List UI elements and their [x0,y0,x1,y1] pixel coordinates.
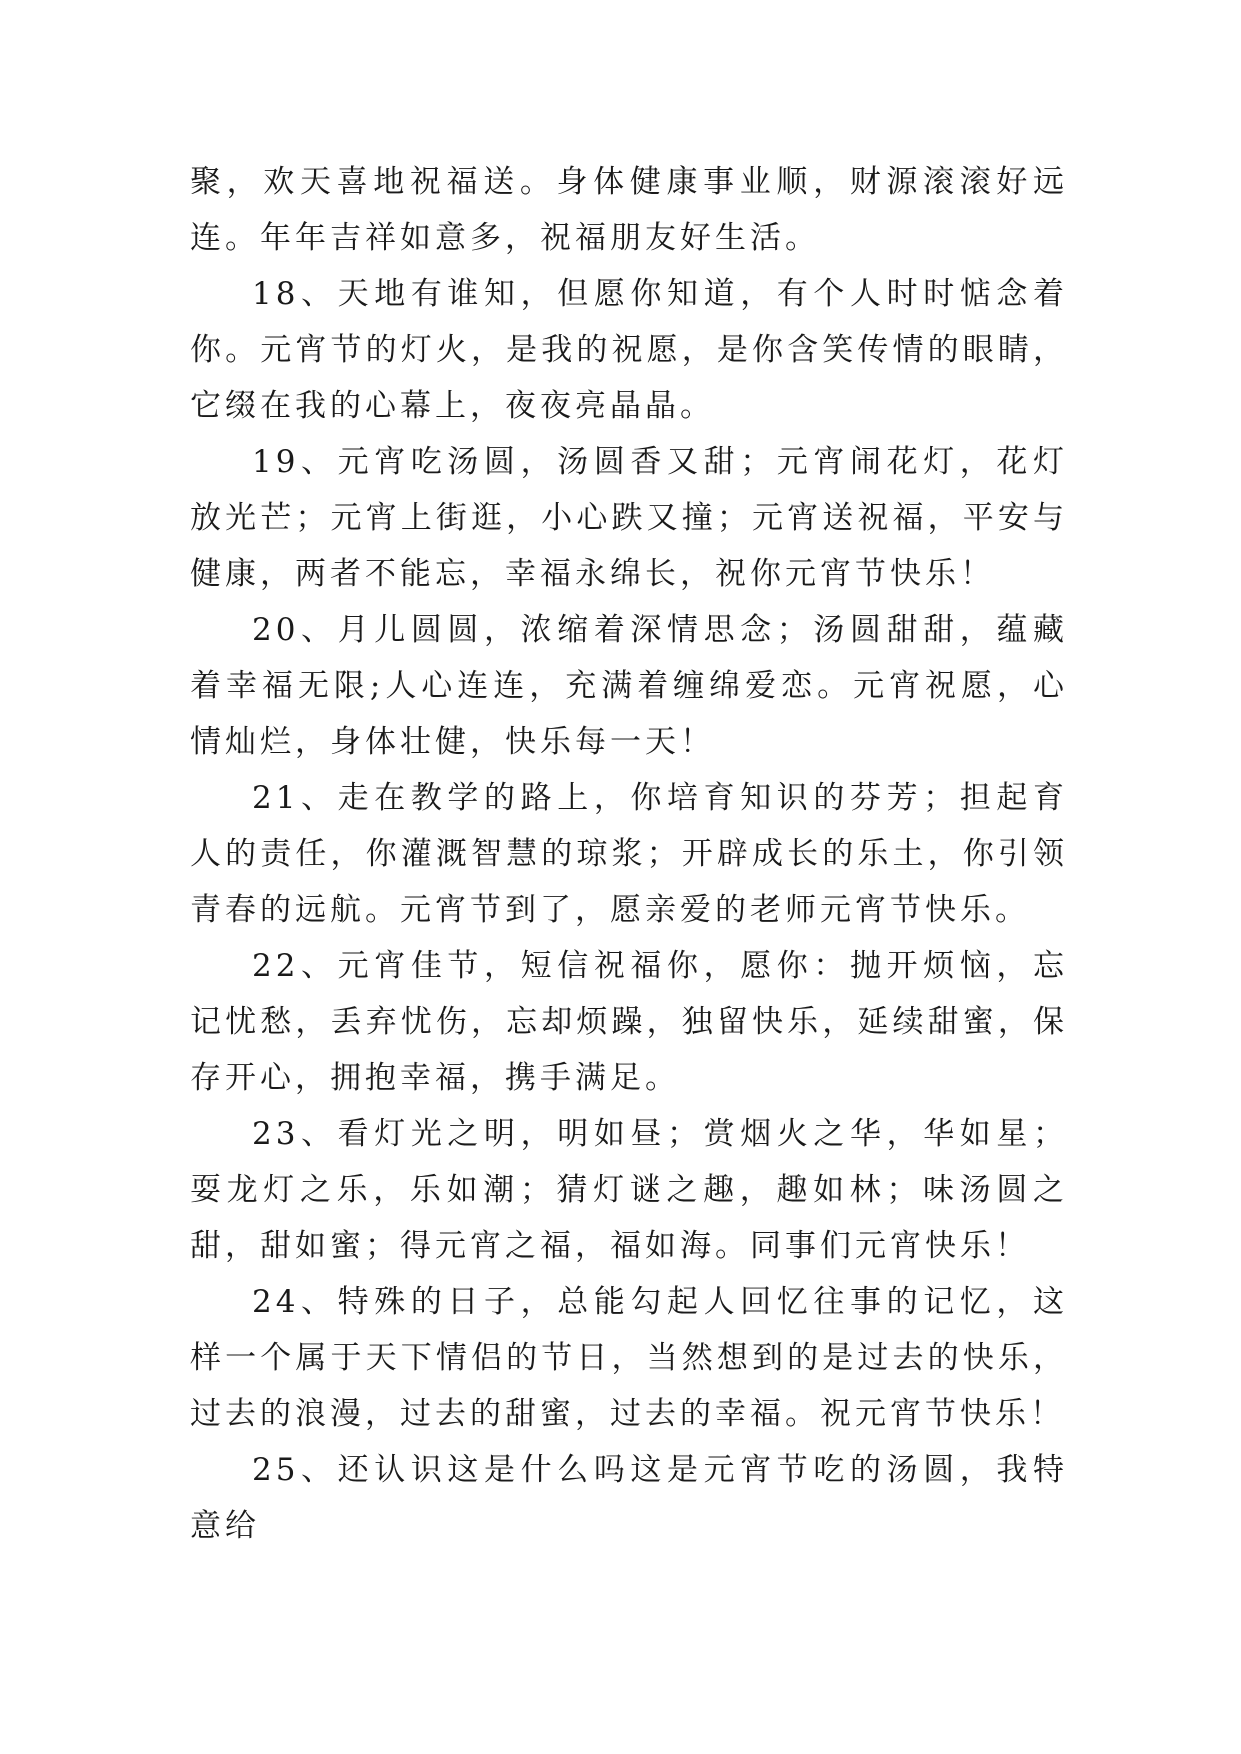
body-text [190,154,1068,1554]
paragraph: 22、元宵佳节，短信祝福你，愿你：抛开烦恼，忘记忧愁，丢弃忧伤，忘却烦躁，独留快乐，延续甜蜜，保存开心，拥抱幸福，携手满足。 [190,948,1068,1096]
paragraph: 20、月儿圆圆，浓缩着深情思念；汤圆甜甜，蕴藏着幸福无限;人心连连，充满着缠绵爱恋。元宵祝愿，心情灿烂，身体壮健，快乐每一天！ [190,612,1068,760]
paragraph: 21、走在教学的路上，你培育知识的芬芳；担起育人的责任，你灌溉智慧的琼浆；开辟成长的乐土，你引领青春的远航。元宵节到了，愿亲爱的老师元宵节快乐。 [190,780,1068,928]
paragraph: 23、看灯光之明，明如昼；赏烟火之华，华如星；耍龙灯之乐，乐如潮；猜灯谜之趣，趣如林；味汤圆之甜，甜如蜜；得元宵之福，福如海。同事们元宵快乐！ [190,1116,1068,1264]
paragraph: 19、元宵吃汤圆，汤圆香又甜；元宵闹花灯，花灯放光芒；元宵上街逛，小心跌又撞；元宵送祝福，平安与健康，两者不能忘，幸福永绵长，祝你元宵节快乐！ [190,444,1068,592]
paragraph: 24、特殊的日子，总能勾起人回忆往事的记忆，这样一个属于天下情侣的节日，当然想到的是过去的快乐，过去的浪漫，过去的甜蜜，过去的幸福。祝元宵节快乐！ [190,1284,1068,1432]
paragraph: 18、天地有谁知，但愿你知道，有个人时时惦念着你。元宵节的灯火，是我的祝愿，是你含笑传情的眼睛，它缀在我的心幕上，夜夜亮晶晶。 [190,276,1068,424]
paragraph: 聚，欢天喜地祝福送。身体健康事业顺，财源滚滚好远连。年年吉祥如意多，祝福朋友好生活。 [190,164,1068,256]
paragraph: 25、还认识这是什么吗这是元宵节吃的汤圆，我特意给 [190,1452,1068,1544]
